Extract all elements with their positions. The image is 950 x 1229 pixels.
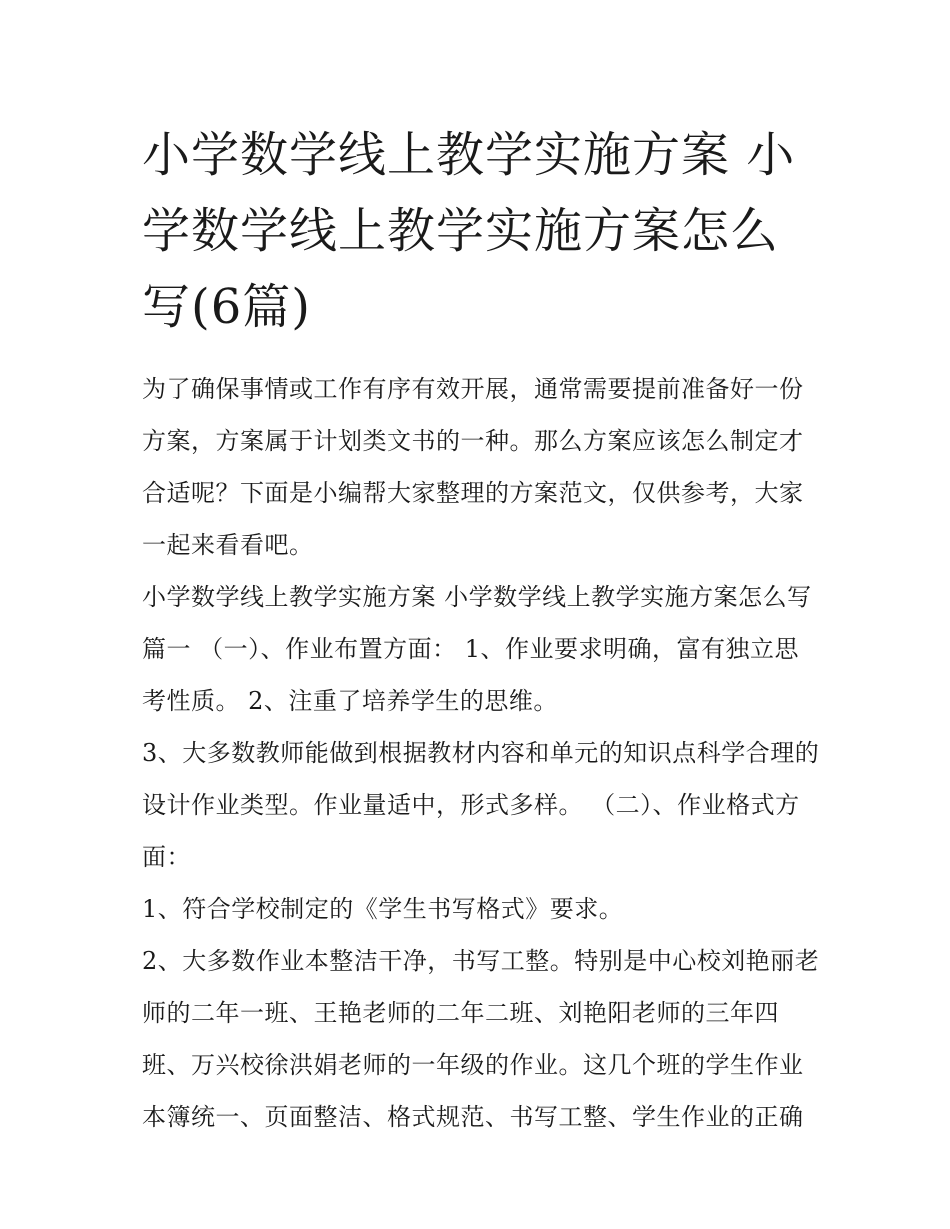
body-paragraph-2: 3、大多数教师能做到根据教材内容和单元的知识点科学合理的设计作业类型。作业量适中，形式多样。 （二）、作业格式方面：	[142, 739, 820, 871]
body-paragraph-4: 2、大多数作业本整洁干净，书写工整。特别是中心校刘艳丽老师的二年一班、王艳老师的二年二班、刘艳阳老师的三年四班、万兴校徐洪娟老师的一年级的作业。这几个班的学生作业本簿统一、页面整洁、格式规范、书写工整、学生作业的正确	[142, 947, 820, 1131]
document-title: 小学数学线上教学实施方案 小学数学线上教学实施方案怎么写(6篇)	[142, 127, 796, 335]
body-paragraph-3: 1、符合学校制定的《学生书写格式》要求。	[142, 895, 624, 923]
intro-paragraph: 为了确保事情或工作有序有效开展，通常需要提前准备好一份方案，方案属于计划类文书的一种。那么方案应该怎么制定才合适呢？下面是小编帮大家整理的方案范文，仅供参考，大家一起来看看吧。	[142, 375, 804, 559]
body-paragraph-1: 小学数学线上教学实施方案 小学数学线上教学实施方案怎么写篇一 （一）、作业布置方面： 1、作业要求明确，富有独立思考性质。 2、注重了培养学生的思维。	[142, 583, 812, 715]
document-page	[142, 117, 822, 1143]
